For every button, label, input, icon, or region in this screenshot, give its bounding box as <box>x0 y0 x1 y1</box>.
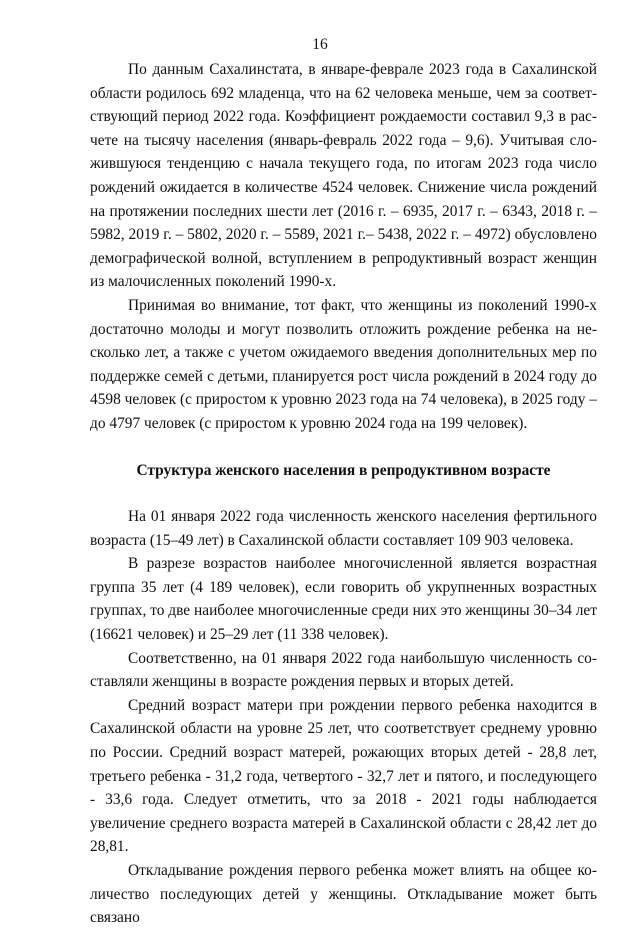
paragraph-births-statistics: По данным Сахалинстата, в январе-феврале 2023 года в Сахалинской области родилось 692 младенца, что на 62 человека меньше, чем за соответствующий период 2022 года. Коэффициент рождаемости составил 9,3 в расчете на тысячу населения (январь-февраль 2022 года – 9,6). Учитывая сложившуюся тенденцию с начала текущего года, по итогам 2023 года число рождений ожидается в количестве 4524 человек. Снижение числа рождений на протяжении последних шести лет (2016 г. – 6935, 2017 г. – 6343, 2018 г. – 5982, 2019 г. – 5802, 2020 г. – 5589, 2021 г.– 5438, 2022 г. – 4972) обусловлено демографической волной, вступлением в репродуктивный возраст женщин из малочисленных поколений 1990-х. <box>90 61 597 291</box>
paragraph-largest-group: Соответственно, на 01 января 2022 года наибольшую численность составляли женщины в возрасте рождения первых и вторых детей. <box>90 649 597 691</box>
paragraph-births-forecast: Принимая во внимание, тот факт, что женщины из поколений 1990-х достаточно молоды и могут позволить отложить рождение ребенка на несколько лет, а также с учетом ожидаемого введения дополнительных мер по поддержке семей с детьми, планируется рост числа рождений в 2024 году до 4598 человек (с приростом к уровню 2023 года на 74 человека), в 2025 году – до 4797 человек (с приростом к уровню 2024 года на 199 человек). <box>90 296 597 432</box>
paragraph-mother-age: Средний возраст матери при рождении первого ребенка находится в Сахалинской области на уровне 25 лет, что соответствует среднему уровню по России. Средний возраст матерей, рожающих вторых детей - 28,8 лет, третьего ребенка - 31,2 года, четвертого - 32,7 лет и пятого, и последующего - 33,6 года. Следует отметить, что за 2018 - 2021 годы наблюдается увеличение среднего возраста матерей в Сахалинской области с 28,42 лет до 28,81. <box>90 696 597 856</box>
document-body <box>90 58 597 930</box>
section-heading: Структура женского населения в репродуктивном возрасте <box>136 461 551 479</box>
paragraph-age-groups: В разрезе возрастов наиболее многочисленной является возрастная группа 35 лет (4 189 человек), если говорить об укрупненных возрастных группах, то две наиболее многочисленные среди них это женщины 30–34 лет (16621 человек) и 25–29 лет (11 338 человек). <box>90 555 597 644</box>
page-number: 16 <box>312 36 328 53</box>
paragraph-fertile-population: На 01 января 2022 года численность женского населения фертильного возраста (15–49 лет) в Сахалинской области составляет 109 903 человека. <box>90 508 597 549</box>
paragraph-postponement: Откладывание рождения первого ребенка может влиять на общее количество последующих детей у женщины. Откладывание может быть связано <box>90 862 597 927</box>
